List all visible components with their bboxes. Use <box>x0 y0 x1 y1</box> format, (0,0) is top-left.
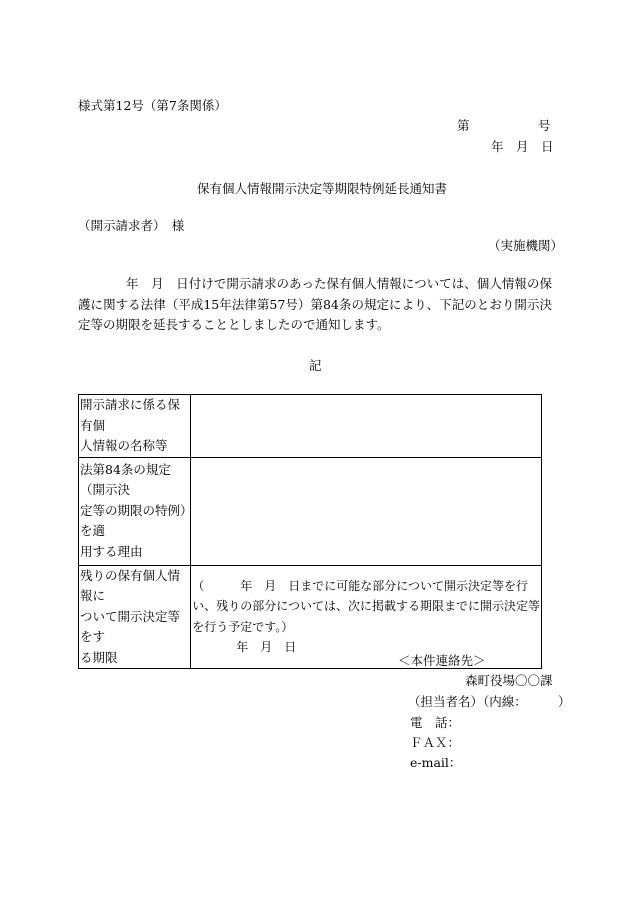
issue-date: 年 月 日 <box>491 139 554 154</box>
label-line: 残りの保有個人情報に <box>80 567 181 603</box>
issuer: （実施機関） <box>488 238 564 253</box>
deadline-date: 年 月 日 <box>236 640 297 655</box>
contact-dept: 森町役場〇〇課 <box>465 673 553 688</box>
label-cell <box>79 457 191 565</box>
value-line: （ 年 月 日までに可能な部分について開示決定等を行 <box>192 578 528 593</box>
body-paragraph: 年 月 日付けで開示請求のあった保有個人情報については、個人情報の保護に関する法律（平成15年法律第57号）第84条の規定により、下記のとおり開示決定等の期限を延長することとしましたので通知します。 <box>78 276 552 332</box>
value-cell <box>191 565 542 669</box>
document-title: 保有個人情報開示決定等期限特例延長通知書 <box>197 181 448 196</box>
doc-number-prefix: 第 <box>457 118 470 133</box>
value-line: を行う予定です。） <box>192 619 294 634</box>
contact-fax: ＦＡＸ： <box>410 735 461 750</box>
form-id: 様式第12号（第7条関係） <box>78 98 227 113</box>
value-cell <box>191 457 542 565</box>
label-line: 人情報の名称等 <box>80 438 168 453</box>
label-line: 定等の期限の特例）を適 <box>80 502 187 539</box>
value-line: い、残りの部分については、次に掲載する期限までに開示決定等 <box>192 599 540 614</box>
notice-table <box>78 394 542 669</box>
value-cell <box>191 395 542 458</box>
label-line: ついて開示決定等をす <box>80 608 181 644</box>
contact-email: e-mail： <box>410 755 462 770</box>
label-line: 法第84条の規定（開示決 <box>80 461 171 498</box>
table-row <box>79 395 542 458</box>
table-row <box>79 457 542 565</box>
contact-person: （担当者名）（内線： ） <box>408 694 571 709</box>
ki-heading: 記 <box>309 358 322 373</box>
label-cell <box>79 565 191 669</box>
contact-heading: ＜本件連絡先＞ <box>398 653 486 668</box>
doc-number-suffix: 号 <box>538 118 551 133</box>
contact-tel: 電 話： <box>410 715 461 730</box>
label-cell <box>79 395 191 458</box>
label-line: る期限 <box>80 649 118 665</box>
label-line: 用する理由 <box>80 543 143 559</box>
addressee: （開示請求者） 様 <box>78 218 185 233</box>
label-line: 開示請求に係る保有個 <box>80 397 181 433</box>
